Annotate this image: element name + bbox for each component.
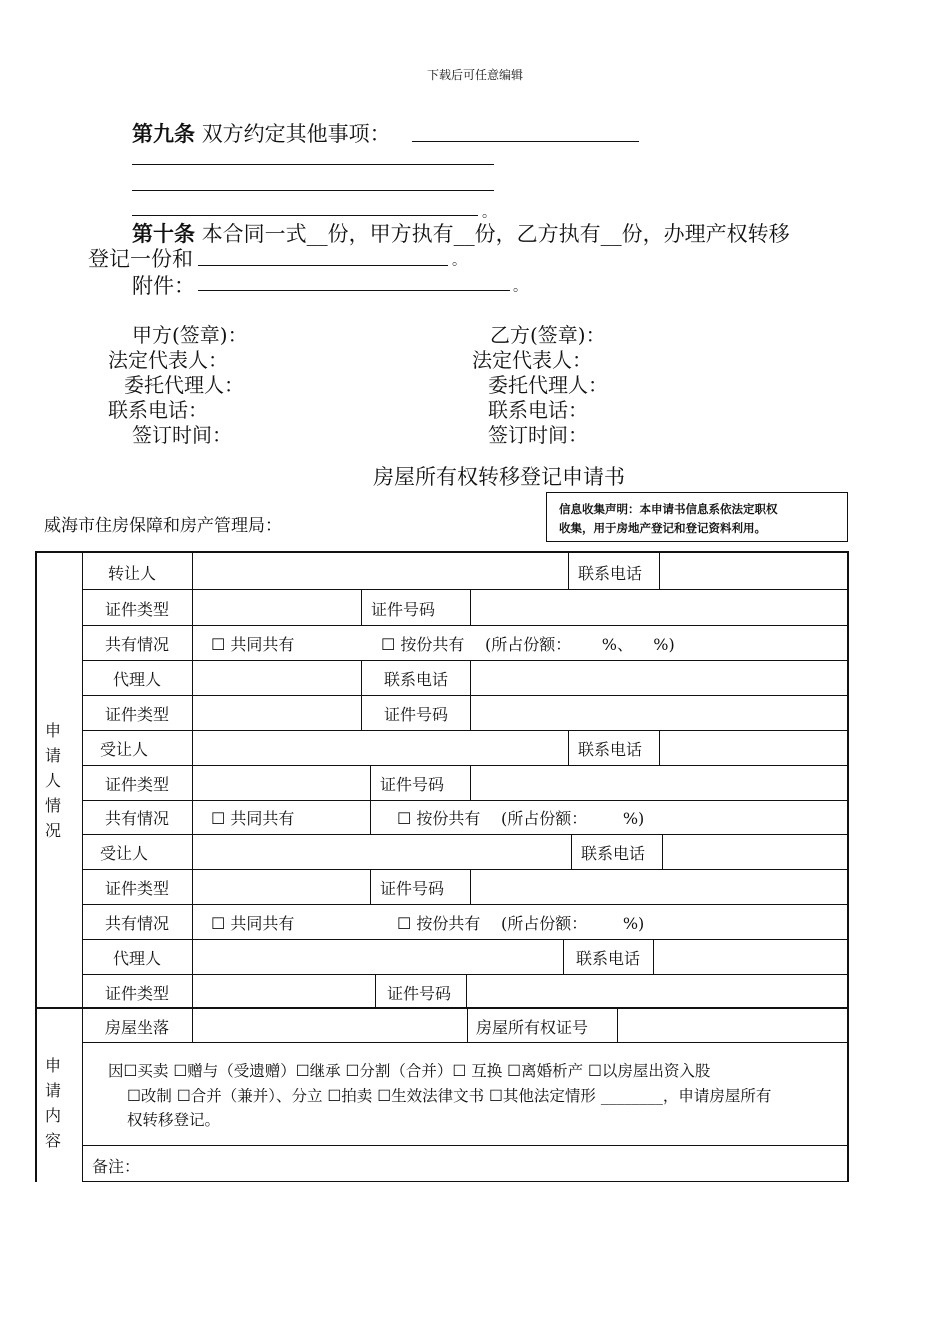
article-10-label: 第十条: [132, 221, 195, 246]
article-9: [132, 118, 391, 148]
share-percent: (所占份额： %): [501, 914, 645, 933]
row-line: [82, 589, 848, 590]
phone-label: 联系电话: [581, 844, 646, 863]
transferor-label: 转让人: [108, 564, 157, 583]
col-line: [470, 589, 471, 625]
share-percent: (所占份额： %): [501, 809, 645, 828]
col-line: [470, 765, 471, 800]
col-line: [466, 974, 467, 1007]
party-a-phone: 联系电话：: [108, 398, 208, 422]
party-b-date: 签订时间：: [488, 423, 588, 447]
form-title: 房屋所有权转移登记申请书: [373, 465, 625, 489]
party-b-phone: 联系电话：: [488, 398, 588, 422]
col-line: [470, 869, 471, 904]
fill-line: [198, 290, 510, 291]
col-line: [653, 939, 654, 974]
fill-line: [132, 190, 494, 191]
agent-label: 代理人: [113, 670, 162, 689]
agent-label: 代理人: [113, 949, 162, 968]
col-line: [192, 1007, 193, 1042]
transferee-label: 受让人: [100, 740, 149, 759]
id-type-label: 证件类型: [105, 600, 170, 619]
cert-no-label: 房屋所有权证号: [476, 1018, 589, 1037]
row-line: [82, 765, 848, 766]
section-divider: [35, 1007, 849, 1009]
phone-label: 联系电话: [578, 740, 643, 759]
id-type-label: 证件类型: [105, 879, 170, 898]
table-border: [847, 551, 849, 1182]
phone-label: 联系电话: [384, 670, 449, 689]
article-10-line2: 登记一份和: [88, 247, 193, 271]
id-no-label: 证件号码: [384, 705, 449, 724]
row-line: [82, 1181, 848, 1182]
article-10-text: 本合同一式__份，甲方执有__份，乙方执有__份，办理产权转移: [201, 222, 790, 246]
col-line: [563, 939, 564, 974]
page-header: 下载后可任意编辑: [426, 68, 523, 82]
reason-options-3: 权转移登记。: [127, 1111, 221, 1129]
table-border: [35, 551, 849, 553]
col-line: [571, 834, 572, 869]
id-type-label: 证件类型: [105, 775, 170, 794]
addressee: 威海市住房保障和房产管理局：: [44, 516, 282, 536]
id-type-label: 证件类型: [105, 984, 170, 1003]
col-line: [370, 765, 371, 800]
joint-common-checkbox[interactable]: ☐ 共同共有: [211, 809, 295, 828]
notice-line: 收集，用于房地产登记和登记资料利用。: [559, 521, 766, 535]
id-no-label: 证件号码: [380, 775, 445, 794]
row-line: [82, 869, 848, 870]
row-line: [82, 660, 848, 661]
joint-label: 共有情况: [105, 914, 170, 933]
party-b-agent: 委托代理人：: [488, 373, 608, 397]
col-line: [370, 869, 371, 904]
joint-label: 共有情况: [105, 635, 170, 654]
col-line: [375, 974, 376, 1007]
period: 。: [513, 279, 527, 295]
id-no-label: 证件号码: [371, 600, 436, 619]
joint-common-checkbox[interactable]: ☐ 共同共有: [211, 635, 295, 654]
row-line: [82, 1145, 848, 1146]
row-line: [82, 1042, 848, 1043]
col-line: [662, 834, 663, 869]
article-9-text: 双方约定其他事项：: [201, 122, 391, 146]
table-border: [35, 551, 37, 1182]
joint-share-checkbox[interactable]: ☐ 按份共有: [381, 635, 465, 654]
party-b-seal: 乙方(签章)：: [490, 323, 606, 347]
row-line: [82, 904, 848, 905]
row-line: [82, 800, 848, 801]
transferee-label: 受让人: [100, 844, 149, 863]
id-type-label: 证件类型: [105, 705, 170, 724]
fill-line: [132, 164, 494, 165]
location-label: 房屋坐落: [105, 1018, 170, 1037]
col-line: [192, 551, 193, 1007]
row-line: [82, 730, 848, 731]
party-b-rep: 法定代表人：: [472, 348, 592, 372]
col-line: [361, 660, 362, 730]
party-a-agent: 委托代理人：: [124, 373, 244, 397]
row-line: [82, 625, 848, 626]
col-line: [467, 1007, 468, 1042]
col-line: [659, 551, 660, 589]
party-a-date: 签订时间：: [132, 423, 232, 447]
remark-label: 备注：: [92, 1157, 141, 1176]
fill-line: [198, 265, 448, 266]
col-line: [370, 800, 371, 834]
period: 。: [452, 253, 466, 269]
section-content-label: 申请内容: [44, 1056, 61, 1150]
row-line: [82, 974, 848, 975]
reason-options-1[interactable]: 因☐买卖 ☐赠与（受遗赠）☐继承 ☐分割（合并）☐ 互换 ☐离婚析产 ☐以房屋出资入股: [108, 1062, 711, 1080]
notice-line: 信息收集声明：本申请书信息系依法定职权: [559, 502, 778, 516]
fill-line: [412, 141, 639, 142]
party-a-seal: 甲方(签章)：: [132, 323, 248, 347]
joint-share-checkbox[interactable]: ☐ 按份共有: [397, 914, 481, 933]
phone-label: 联系电话: [576, 949, 641, 968]
col-line: [617, 1007, 618, 1042]
id-no-label: 证件号码: [387, 984, 452, 1003]
info-notice: [546, 492, 848, 542]
article-10: [132, 218, 790, 248]
section-applicant-label: 申请人情况: [44, 721, 61, 840]
phone-label: 联系电话: [578, 564, 643, 583]
joint-share-checkbox[interactable]: ☐ 按份共有: [397, 809, 481, 828]
attachment-label: 附件：: [132, 274, 195, 298]
share-percent: (所占份额： %、 %): [485, 635, 675, 654]
row-line: [82, 834, 848, 835]
id-no-label: 证件号码: [380, 879, 445, 898]
col-line: [470, 660, 471, 730]
article-9-label: 第九条: [132, 121, 195, 146]
table-divider: [82, 551, 83, 1182]
col-line: [568, 551, 569, 589]
col-line: [361, 589, 362, 625]
joint-label: 共有情况: [105, 809, 170, 828]
reason-options-2[interactable]: ☐改制 ☐合并（兼并）、分立 ☐拍卖 ☐生效法律文书 ☐其他法定情形 ________，申请房屋所有: [127, 1087, 772, 1105]
fill-line: [132, 215, 478, 216]
joint-common-checkbox[interactable]: ☐ 共同共有: [211, 914, 295, 933]
row-line: [82, 695, 848, 696]
col-line: [568, 730, 569, 765]
party-a-rep: 法定代表人：: [108, 348, 228, 372]
period: 。: [482, 205, 496, 221]
row-line: [82, 939, 848, 940]
col-line: [659, 730, 660, 765]
